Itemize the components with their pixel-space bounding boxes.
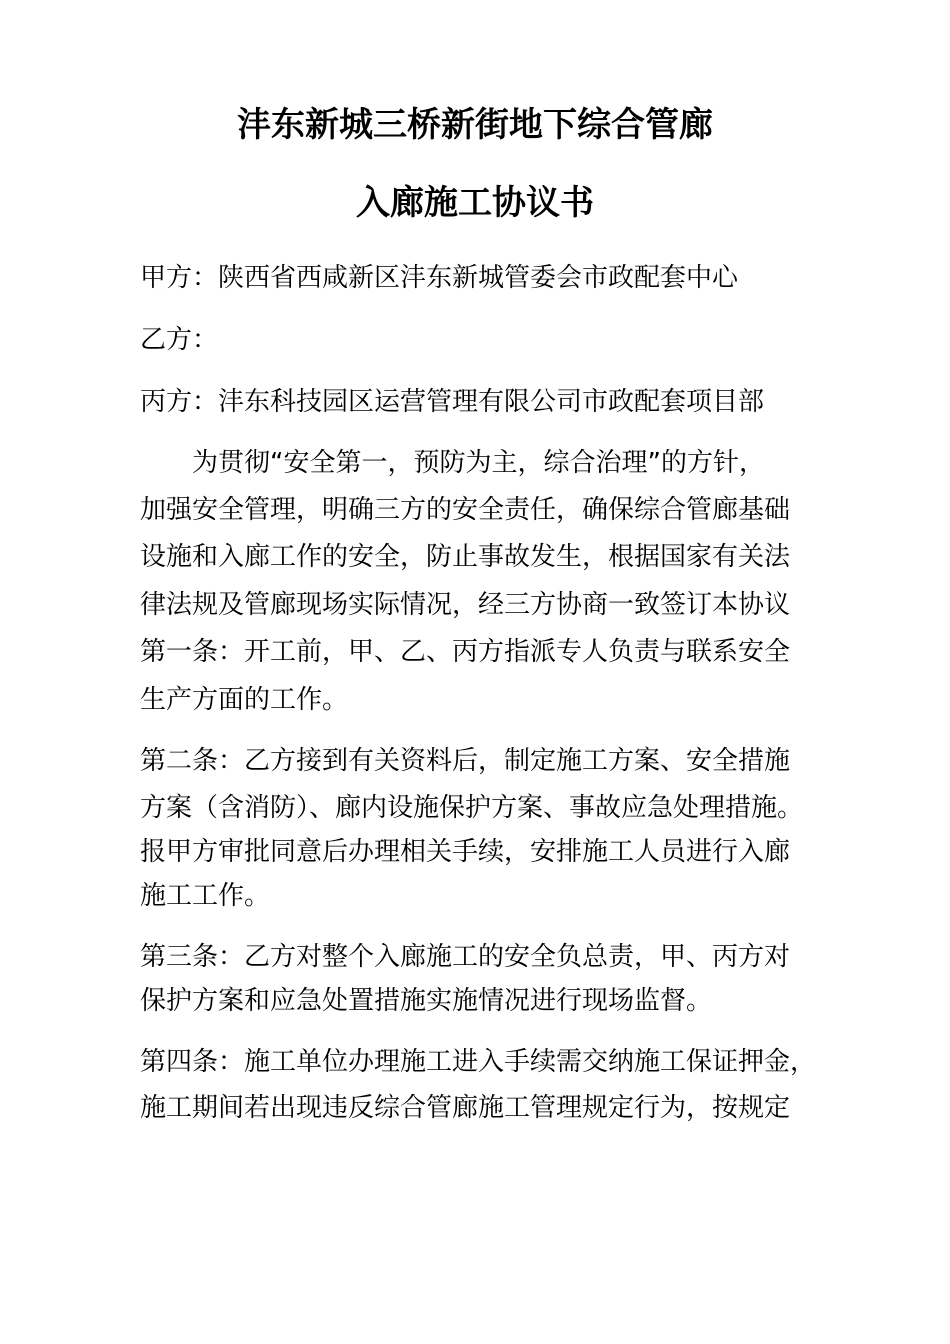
party-b: 乙方： <box>140 325 219 355</box>
intro-line: 加强安全管理，明确三方的安全责任，确保综合管廊基础 <box>140 495 791 525</box>
article-4-line: 第四条：施工单位办理施工进入手续需交纳施工保证押金， <box>140 1047 817 1077</box>
intro-line: 律法规及管廊现场实际情况，经三方协商一致签订本协议 <box>140 590 791 620</box>
article-2-line: 第二条：乙方接到有关资料后，制定施工方案、安全措施 <box>140 746 791 776</box>
document-title-line-1: 沣东新城三桥新街地下综合管廊 <box>237 105 713 145</box>
article-2-line: 施工工作。 <box>140 881 271 911</box>
intro-line: 设施和入廊工作的安全，防止事故发生，根据国家有关法 <box>140 542 791 572</box>
intro-line: 为贯彻“安全第一，预防为主，综合治理”的方针， <box>192 448 765 478</box>
party-a: 甲方：陕西省西咸新区沣东新城管委会市政配套中心 <box>140 263 739 293</box>
article-4-line: 施工期间若出现违反综合管廊施工管理规定行为，按规定 <box>140 1093 791 1123</box>
article-1-line: 第一条：开工前，甲、乙、丙方指派专人负责与联系安全 <box>140 637 791 667</box>
document-title-line-2: 入廊施工协议书 <box>356 183 594 223</box>
article-3-line: 保护方案和应急处置措施实施情况进行现场监督。 <box>140 986 713 1016</box>
party-c: 丙方：沣东科技园区运营管理有限公司市政配套项目部 <box>140 387 765 417</box>
article-2-line: 方案（含消防）、廊内设施保护方案、事故应急处理措施。 <box>140 793 804 823</box>
article-3-line: 第三条：乙方对整个入廊施工的安全负总责，甲、丙方对 <box>140 942 791 972</box>
article-2-line: 报甲方审批同意后办理相关手续，安排施工人员进行入廊 <box>140 837 791 867</box>
article-1-line: 生产方面的工作。 <box>140 685 349 715</box>
